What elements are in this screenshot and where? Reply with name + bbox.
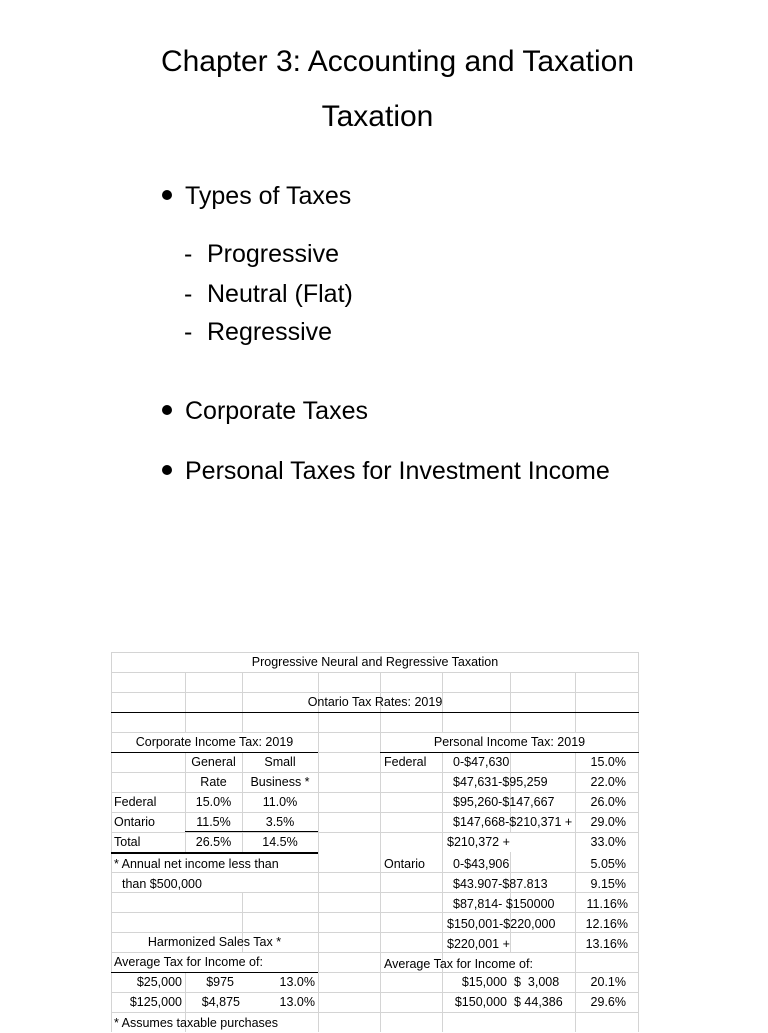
personal-avg-income: $150,000 [454,995,507,1009]
corporate-general-rate: 26.5% [195,835,232,849]
ontario-rate: 5.05% [590,857,626,871]
personal-avg-income: $15,000 [461,975,507,989]
corporate-tax-title: Corporate Income Tax: 2019 [135,735,294,749]
ontario-bracket: $150,001-$220,000 [447,917,556,931]
hst-income: $125,000 [129,995,182,1009]
small-business-header: Business * [250,775,310,789]
personal-tax-title: Personal Income Tax: 2019 [433,735,586,749]
hst-tax: $975 [206,975,234,989]
hst-title: Harmonized Sales Tax * [147,935,282,949]
sub-item-label: Regressive [207,318,333,346]
federal-bracket: 0-$47,630 [453,755,510,769]
bullet-corporate-taxes [162,396,368,426]
hst-rate: 13.0% [279,975,315,989]
personal-avg-rate: 20.1% [590,975,626,989]
sub-item-label: Progressive [207,240,339,268]
personal-avg-tax: $ 3,008 [514,975,560,989]
federal-rate: 22.0% [590,775,626,789]
bullet-dot [162,465,172,475]
sub-item-neutral: - Neutral (Flat) [184,280,353,308]
federal-bracket: $95,260-$147,667 [453,795,555,809]
bullet-label: Corporate Taxes [185,397,368,425]
sub-item-progressive: - Progressive [184,240,339,268]
general-rate-header: Rate [200,775,227,789]
corporate-small-rate: 14.5% [262,835,298,849]
bullet-label: Types of Taxes [185,182,352,210]
corporate-small-rate: 3.5% [265,815,295,829]
ontario-rate: 9.15% [590,877,626,891]
federal-rate: 15.0% [590,755,626,769]
bullet-personal-taxes [162,456,610,486]
bullet-label: Personal Taxes for Investment Income [185,457,610,485]
general-rate-header: General [191,755,236,769]
bullet-dot [162,190,172,200]
federal-label: Federal [384,755,427,769]
ontario-rate: 13.16% [585,937,628,951]
hst-tax: $4,875 [201,995,240,1009]
corporate-small-rate: 11.0% [262,795,298,809]
corporate-general-rate: 15.0% [195,795,232,809]
hst-note: * Assumes taxable purchases [114,1016,278,1030]
corporate-row-label: Total [114,835,141,849]
small-business-header: Small [264,755,296,769]
tax-rates-spreadsheet [111,652,639,1032]
bullet-types-of-taxes [162,181,351,211]
federal-rate: 33.0% [590,835,626,849]
federal-bracket: $210,372 + [447,835,510,849]
personal-avg-tax: $ 44,386 [514,995,563,1009]
ontario-bracket: $43.907-$87.813 [453,877,548,891]
ontario-bracket: $220,001 + [447,937,510,951]
federal-rate: 29.0% [590,815,626,829]
federal-bracket: $147,668-$210,371 + [453,815,573,829]
sheet-subheading: Ontario Tax Rates: 2019 [307,695,443,709]
federal-rate: 26.0% [590,795,626,809]
corporate-general-rate: 11.5% [196,815,231,829]
ontario-bracket: $87,814- $150000 [453,897,555,911]
ontario-label: Ontario [384,857,425,871]
ontario-bracket: 0-$43,906 [453,857,510,871]
chapter-title: Chapter 3: Accounting and Taxation [160,45,635,78]
corporate-row-label: Federal [114,795,157,809]
corporate-note: than $500,000 [122,877,202,891]
sub-item-regressive: - Regressive [184,318,333,346]
hst-income: $25,000 [136,975,182,989]
ontario-rate: 12.16% [585,917,628,931]
personal-avg-rate: 29.6% [590,995,626,1009]
federal-bracket: $47,631-$95,259 [453,775,548,789]
sub-item-label: Neutral (Flat) [207,280,353,308]
bullet-dot [162,405,172,415]
ontario-rate: 11.16% [586,897,628,911]
hst-avg-title: Average Tax for Income of: [114,955,263,969]
corporate-row-label: Ontario [114,815,155,829]
section-title: Taxation [321,100,434,133]
sheet-heading: Progressive Neural and Regressive Taxation [251,655,499,669]
hst-rate: 13.0% [279,995,315,1009]
corporate-note: * Annual net income less than [114,857,279,871]
personal-avg-title: Average Tax for Income of: [384,957,533,971]
